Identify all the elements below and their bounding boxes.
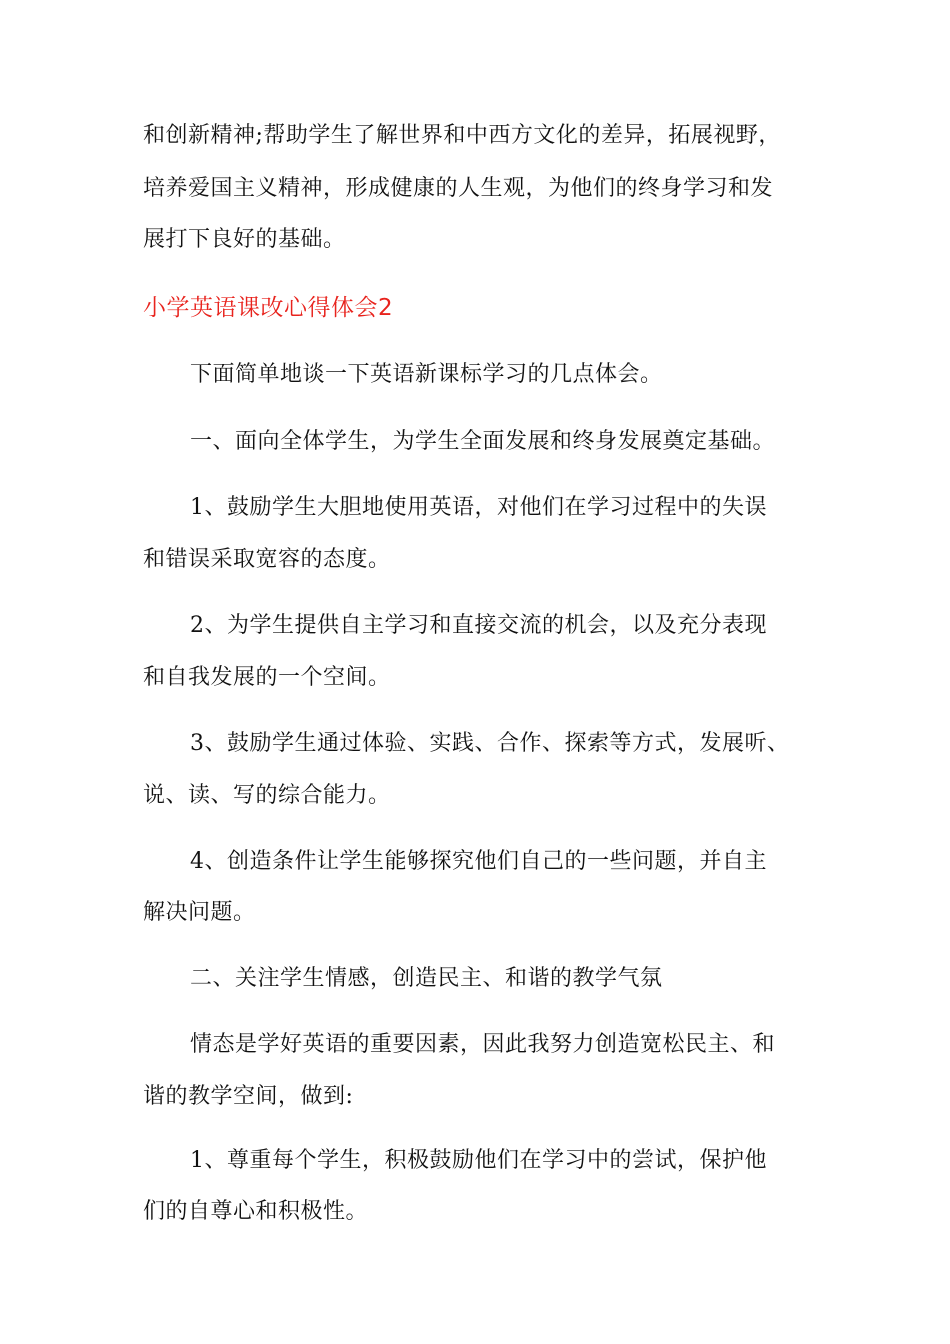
paragraph-emotion-line-1: 情态是学好英语的重要因素，因此我努力创造宽松民主、和 (190, 1032, 776, 1057)
section-heading: 小学英语课改心得体会2 (143, 295, 394, 321)
paragraph-item-3-line-1: 3、鼓励学生通过体验、实践、合作、探索等方式，发展听、 (190, 731, 790, 756)
paragraph-item-2-line-1: 2、为学生提供自主学习和直接交流的机会，以及充分表现 (190, 613, 767, 638)
paragraph-respect-line-1: 1、尊重每个学生，积极鼓励他们在学习中的尝试，保护他 (190, 1148, 767, 1173)
intro-line-1: 和创新精神;帮助学生了解世界和中西方文化的差异，拓展视野， (143, 123, 781, 148)
intro-line-2: 培养爱国主义精神，形成健康的人生观，为他们的终身学习和发 (143, 176, 774, 201)
paragraph-point-one: 一、面向全体学生，为学生全面发展和终身发展奠定基础。 (190, 429, 776, 454)
paragraph-item-4-line-1: 4、创造条件让学生能够探究他们自己的一些问题，并自主 (190, 849, 767, 874)
paragraph-point-two: 二、关注学生情感，创造民主、和谐的教学气氛 (190, 966, 663, 991)
paragraph-intro: 下面简单地谈一下英语新课标学习的几点体会。 (190, 362, 663, 387)
paragraph-item-4-line-2: 解决问题。 (143, 900, 256, 925)
paragraph-emotion-line-2: 谐的教学空间，做到: (143, 1084, 354, 1109)
paragraph-item-2-line-2: 和自我发展的一个空间。 (143, 665, 391, 690)
paragraph-item-1-line-2: 和错误采取宽容的态度。 (143, 547, 391, 572)
paragraph-item-3-line-2: 说、读、写的综合能力。 (143, 783, 391, 808)
paragraph-respect-line-2: 们的自尊心和积极性。 (143, 1199, 369, 1224)
paragraph-item-1-line-1: 1、鼓励学生大胆地使用英语，对他们在学习过程中的失误 (190, 495, 767, 520)
intro-line-3: 展打下良好的基础。 (143, 227, 346, 252)
